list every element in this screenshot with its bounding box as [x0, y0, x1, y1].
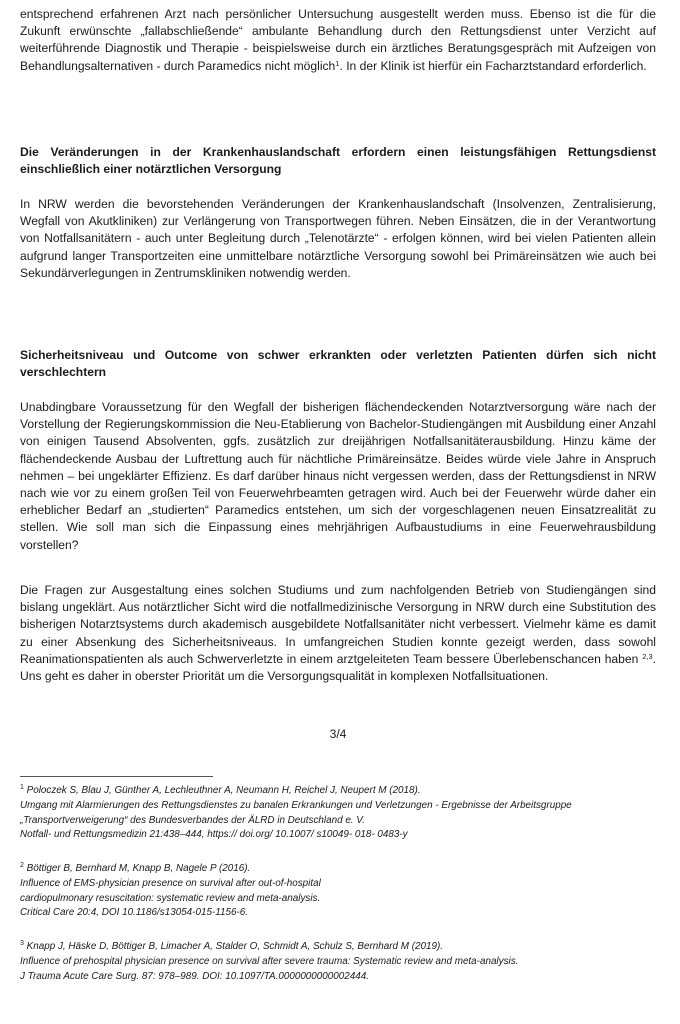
footnote-3-line-2: Influence of prehospital physician presence on survival after severe trauma: Systematic review and meta-analysis.	[20, 955, 519, 967]
section-1-heading: Die Veränderungen in der Krankenhauslandschaft erfordern einen leistungsfähigen Rettungsdienst einschließlich einer notärztlichen Versorgung	[20, 145, 656, 177]
page-number: 3/4	[329, 727, 347, 741]
section-2-paragraph-2-text-end: . Uns geht es daher in oberster Priorität um die Versorgungsqualität in komplexen Notfallsituationen.	[20, 651, 656, 684]
section-2-paragraph-1: Unabdingbare Voraussetzung für den Wegfall der bisherigen flächendeckenden Notarztversorgung wäre nach der Vorstellung der Regierungskommission die Neu-Etablierung von Bachelor-Studiengängen mit Ausbildung einer Anzahl von einigen Tausend Absolventen, ggfs. zusätzlich zur dreijährigen Notfallsanitäterausbildung. Hinzu käme der flächendeckende Ausbau der Luftrettung auch für nächtliche Primäreinsätze. Beides würde viele Jahre in Anspruch nehmen – bei ungeklärter Effizienz. Es darf darüber hinaus nicht vergessen werden, dass der Rettungsdienst in NRW nach wie vor zu einem großen Teil von Feuerwehrbeamten getragen wird. Auch bei der Feuerwehr würde daher ein erheblicher Bedarf an „studierten“ Paramedics entstehen, um sich der vorgeschlagenen neuen Einsatzrealität zu stellen. Wie soll man sich die Einpassung eines mehrjährigen Aufbaustudiums in eine Feuerwehrausbildung vorstellen?	[20, 400, 656, 552]
section-2-heading: Sicherheitsniveau und Outcome von schwer erkrankten oder verletzten Patienten dürfen sich nicht verschlechtern	[20, 348, 656, 380]
footnote-2-line-1: Böttiger B, Bernhard M, Knapp B, Nagele P (2016).	[23, 863, 251, 874]
footnote-1-line-1: Poloczek S, Blau J, Günther A, Lechleuthner A, Neumann H, Reichel J, Neupert M (2018).	[23, 785, 421, 796]
footnote-1-line-3: „Transportverweigerung“ des Bundesverbandes der ÄLRD in Deutschland e. V.	[20, 814, 365, 826]
footnote-2	[20, 862, 660, 921]
footnote-3	[20, 940, 660, 984]
footnote-2-line-3: cardiopulmonary resuscitation: systematic review and meta-analysis.	[20, 892, 321, 904]
intro-paragraph-text-end: . In der Klinik ist hierfür ein Facharztstandard erforderlich.	[339, 58, 647, 73]
footnote-3-marker: 3	[20, 940, 24, 947]
footnote-2-marker: 2	[20, 862, 24, 869]
footnote-1-line-4: Notfall- und Rettungsmedizin 21:438–444, https:// doi.org/ 10.1007/ s10049- 018- 0483-y	[20, 829, 408, 841]
footnote-separator	[20, 776, 213, 777]
footnote-3-line-3: J Trauma Acute Care Surg. 87: 978–989. DOI: 10.1097/TA.0000000000002444.	[20, 970, 369, 982]
footnote-1-marker: 1	[20, 784, 24, 791]
footnote-ref-2-3[interactable]: 2,3	[642, 651, 653, 661]
footnote-2-line-2: Influence of EMS-physician presence on survival after out-of-hospital	[20, 877, 321, 889]
footnote-2-line-4: Critical Care 20:4, DOI 10.1186/s13054-015-1156-6.	[20, 907, 248, 919]
footnote-ref-1[interactable]: 1	[335, 58, 340, 68]
intro-paragraph-text: entsprechend erfahrenen Arzt nach persönlicher Untersuchung ausgestellt werden muss. Ebenso ist die für die Zukunft erwünschte „fallabschließende“ ambulante Behandlung durch den Rettungsdienst unter Verzicht auf weiterführende Diagnostik und Therapie - beispielsweise durch ein ärztliches Beratungsgespräch mit Aufzeigen von Behandlungsalternativen - durch Paramedics nicht möglich	[20, 7, 656, 73]
footnote-1-line-2: Umgang mit Alarmierungen des Rettungsdienstes zu banalen Erkrankungen und Verletzungen - Ergebnisse der Arbeitsgruppe	[20, 799, 572, 811]
footnote-3-line-1: Knapp J, Häske D, Böttiger B, Limacher A, Stalder O, Schmidt A, Schulz S, Bernhard M (2019).	[23, 941, 444, 952]
footnote-1	[20, 784, 660, 843]
intro-paragraph	[20, 6, 656, 75]
section-1-paragraph: In NRW werden die bevorstehenden Veränderungen der Krankenhauslandschaft (Insolvenzen, Zentralisierung, Wegfall von Akutkliniken) zur Verlängerung von Transportwegen führen. Neben Einsätzen, die in der Verantwortung von Notfallsanitätern - auch unter Begleitung durch „Telenotärzte“ - erfolgen können, wird bei vielen Patienten allein aufgrund langer Transportzeiten eine unmittelbare notärztliche Versorgung sowohl bei Primäreinsätzen wie auch bei Sekundärverlegungen in Zentrumskliniken notwendig werden.	[20, 197, 656, 280]
section-2-paragraph-2	[20, 582, 656, 685]
section-2-paragraph-2-text: Die Fragen zur Ausgestaltung eines solchen Studiums und zum nachfolgenden Betrieb von Studiengängen sind bislang ungeklärt. Aus notärztlicher Sicht wird die notfallmedizinische Versorgung in NRW durch eine Substitution des bisherigen Notarztsystems durch akademisch ausgebildete Notfallsanitäter nicht verbessert. Vielmehr käme es damit zu einer Absenkung des Sicherheitsniveaus. In umfangreichen Studien konnte gezeigt werden, dass sowohl Reanimationspatienten als auch Schwerverletzte in einem arztgeleiteten Team bessere Überlebenschancen haben	[20, 583, 656, 666]
